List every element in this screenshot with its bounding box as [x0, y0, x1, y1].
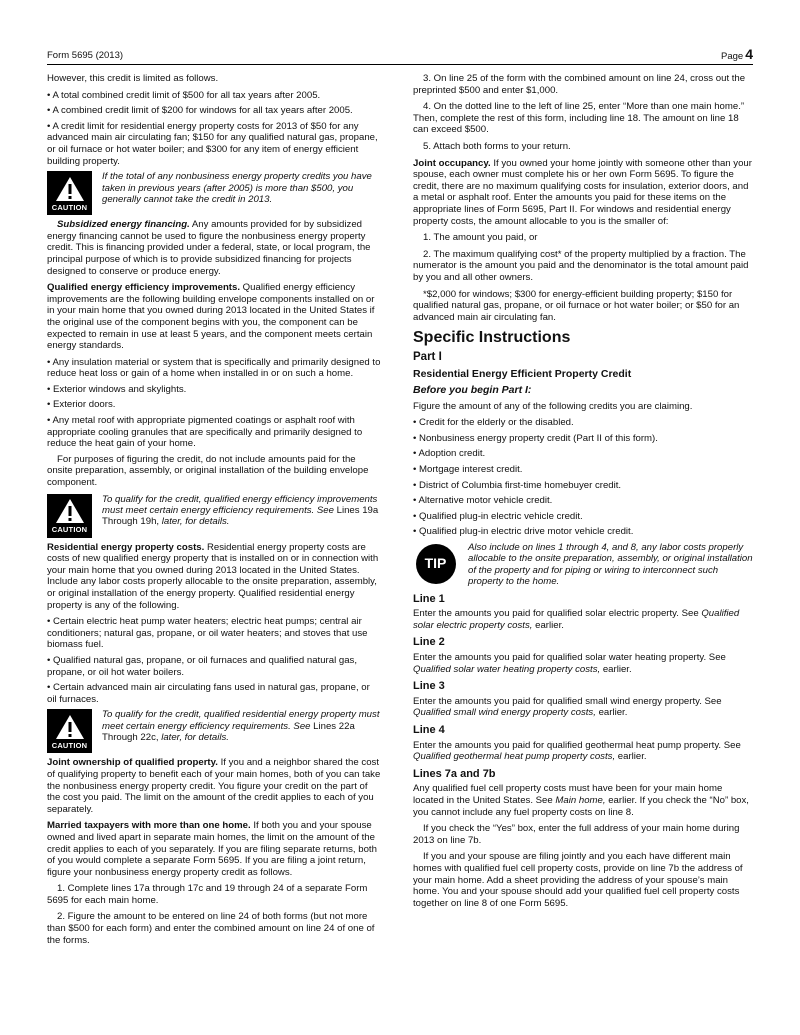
- caution-text: To qualify for the credit, qualified residential energy property must meet certain energy efficiency requirements. See Lines 22a Through 22c, later, for details.: [102, 709, 380, 744]
- caution-icon: CAUTION: [47, 171, 92, 215]
- caution-text: If the total of any nonbusiness energy property credits you have taken in previous years (after 2005) is more than $500, you generally cannot take the credit in 2013.: [102, 171, 372, 205]
- list-item: • Qualified plug-in electric drive motor vehicle credit.: [413, 526, 634, 538]
- paragraph: Joint ownership of qualified property. If you and a neighbor shared the cost of qualifying property to benefit each of your main homes, both of you can take the nonbusiness energy property credit. You figure your credit on the part of the cost you paid. The limit on the amount of the credit applies to each of you separately.: [47, 757, 381, 815]
- paragraph: Subsidized energy financing. Any amounts provided for by subsidized energy financing cannot be used to figure the nonbusiness energy property credit. This is financing provided under a federal, state, or local program, the principal purpose of which is to provide subsidized financing for projects designed to conserve or produce energy.: [47, 219, 371, 277]
- tip-text: Also include on lines 1 through 4, and 8, any labor costs properly allocable to the onsite preparation, assembly, or original installation of the property and for piping or wiring to interconnect such property to the home.: [468, 542, 753, 588]
- list-item: • Certain electric heat pump water heaters; electric heat pumps; central air conditioners; natural gas, propane, or oil water heaters; and stoves that use biomass fuel.: [47, 616, 368, 651]
- list-item: 2. The maximum qualifying cost* of the property multiplied by a fraction. The numerator is the amount you paid and the denominator is the total amount paid by you and all other owners.: [413, 248, 749, 283]
- list-item: 5. Attach both forms to your return.: [423, 140, 571, 152]
- page-number: Page 4: [721, 46, 753, 62]
- paragraph: Enter the amounts you paid for qualified solar water heating property. See Qualified solar water heating property costs, earlier.: [413, 652, 726, 675]
- subsection-title: Before you begin Part I:: [413, 384, 532, 397]
- paragraph: Any qualified fuel cell property costs must have been for your main home located in the United States. See Main home, earlier. If you check the “No” box, you cannot include any fuel property costs on line 8.: [413, 783, 749, 818]
- paragraph: Enter the amounts you paid for qualified solar electric property. See Qualified solar electric property costs, earlier.: [413, 608, 740, 631]
- list-item: 1. The amount you paid, or: [423, 232, 538, 244]
- list-item: • A total combined credit limit of $500 for all tax years after 2005.: [47, 89, 321, 101]
- list-item: • Qualified plug-in electric vehicle credit.: [413, 510, 583, 522]
- line-heading: Line 4: [413, 723, 445, 736]
- list-item: • Alternative motor vehicle credit.: [413, 495, 553, 507]
- caution-note: [47, 494, 382, 538]
- list-item: • Any metal roof with appropriate pigmented coatings or asphalt roof with appropriate cooling granules that are specifically and primarily designed to reduce the heat gain of your home.: [47, 415, 363, 450]
- subsection-title: Residential Energy Efficient Property Credit: [413, 368, 632, 381]
- list-item: 1. Complete lines 17a through 17c and 19 through 24 of a separate Form 5695 for each main home.: [47, 883, 368, 906]
- list-item: 2. Figure the amount to be entered on line 24 of both forms (but not more than $500 for each form) and enter the combined amount on line 24 of one of the forms.: [47, 911, 375, 946]
- list-item: • Nonbusiness energy property credit (Part II of this form).: [413, 432, 658, 444]
- caution-icon: CAUTION: [47, 494, 92, 538]
- footnote: *$2,000 for windows; $300 for energy-efficient building property; $150 for qualified natural gas, propane, or oil furnace or hot water boiler; or $50 for an advanced main air circulating fan.: [413, 288, 740, 323]
- paragraph: Joint occupancy. If you owned your home jointly with someone other than your spouse, each owner must complete his or her own Form 5695. To figure the credit, there are no maximum qualifying costs for insulation, exterior doors, and a metal or asphalt roof. Enter the amounts you paid for these items on the appropriate lines of Form 5695, Part II. For windows and residential energy property costs, the amount allocable to you is the smaller of:: [413, 157, 752, 227]
- list-item: • Any insulation material or system that is specifically and primarily designed to reduce heat loss or gain of a home when installed in or on such a home.: [47, 356, 381, 380]
- list-item: • Qualified natural gas, propane, or oil furnaces and qualified natural gas, propane, or oil hot water boilers.: [47, 654, 358, 678]
- paragraph: If you check the “Yes” box, enter the full address of your main home during 2013 on line 7b.: [413, 823, 740, 846]
- line-heading: Lines 7a and 7b: [413, 767, 496, 780]
- caution-text: To qualify for the credit, qualified energy efficiency improvements must meet certain energy efficiency requirements. See Lines 19a Through 19h, later, for details.: [102, 493, 379, 528]
- list-item: • A credit limit for residential energy property costs for 2013 of $50 for any advanced main air circulating fan; $150 for any qualified natural gas, propane, or oil furnace or hot water boiler; and $300 for any item of energy efficient building property.: [47, 120, 378, 167]
- paragraph: Enter the amounts you paid for qualified geothermal heat pump property. See Qualified geothermal heat pump property costs, earlier.: [413, 739, 741, 763]
- list-item: 4. On the dotted line to the left of line 25, enter “More than one main home.” Then, complete the rest of this form, including line 18. The amount on line 18 can exceed $500.: [413, 101, 745, 136]
- paragraph: For purposes of figuring the credit, do not include amounts paid for the onsite preparation, assembly, or original installation of the building envelope component.: [47, 453, 369, 489]
- list-item: • Mortgage interest credit.: [413, 464, 523, 476]
- section-title: Specific Instructions: [413, 329, 571, 347]
- paragraph: Residential energy property costs. Residential energy property costs are costs of new qualified energy property that is installed on or in connection with your main home that you owned during 2013 located in the United States. Include any labor costs properly allocable to the onsite preparation, assembly, or original installation of the energy property. Qualified residential energy property is any of the following.: [47, 541, 379, 611]
- tip-note: [413, 542, 753, 588]
- form-id: Form 5695 (2013): [47, 50, 124, 61]
- line-heading: Line 3: [413, 680, 445, 693]
- caution-note: [47, 709, 382, 753]
- left-column: [47, 73, 382, 951]
- list-item: 3. On line 25 of the form with the combined amount on line 24, cross out the preprinted $500 and enter $1,000.: [413, 73, 746, 96]
- paragraph: However, this credit is limited as follows.: [47, 73, 219, 84]
- paragraph: Figure the amount of any of the following credits you are claiming.: [413, 400, 693, 412]
- caution-note: [47, 171, 382, 215]
- paragraph: Qualified energy efficiency improvements. Qualified energy efficiency improvements are the following building envelope components installed on or in your main home that you owned during 2013 located in the United States if the original use of the component begins with you, the component can be expected to remain in use at least 5 years, and the component meets certain energy standards.: [47, 282, 375, 352]
- list-item: • District of Columbia first-time homebuyer credit.: [413, 479, 622, 491]
- right-column: [413, 73, 753, 914]
- list-item: • Exterior windows and skylights.: [47, 383, 187, 395]
- paragraph: If you and your spouse are filing jointly and you each have different main homes with qualified fuel cell property costs, provide on line 7b the address of your main home. Add a sheet providing the address of your spouse’s main home. You and your spouse should add your qualified fuel cell property costs together on line 8 of one Form 5695.: [413, 851, 743, 909]
- line-heading: Line 1: [413, 592, 445, 605]
- line-heading: Line 2: [413, 636, 445, 649]
- list-item: • Exterior doors.: [47, 399, 116, 411]
- part-title: Part I: [413, 350, 442, 363]
- list-item: • Certain advanced main air circulating fans used in natural gas, propane, or oil furnaces.: [47, 682, 370, 705]
- page-header: [47, 46, 753, 65]
- tip-icon: TIP: [413, 542, 458, 586]
- paragraph: Married taxpayers with more than one home. If both you and your spouse owned and lived apart in separate main homes, the limit on the amount of the credit applies to each of you separately. If you are filing separate returns, both of you would complete a separate Form 5695. If you are filing a joint return, figure your nonbusiness energy property credit as follows.: [47, 820, 377, 878]
- list-item: • Adoption credit.: [413, 448, 486, 460]
- list-item: • Credit for the elderly or the disabled.: [413, 417, 574, 429]
- paragraph: Enter the amounts you paid for qualified small wind energy property. See Qualified small wind energy property costs, earlier.: [413, 695, 722, 719]
- list-item: • A combined credit limit of $200 for windows for all tax years after 2005.: [47, 105, 353, 117]
- caution-icon: CAUTION: [47, 709, 92, 753]
